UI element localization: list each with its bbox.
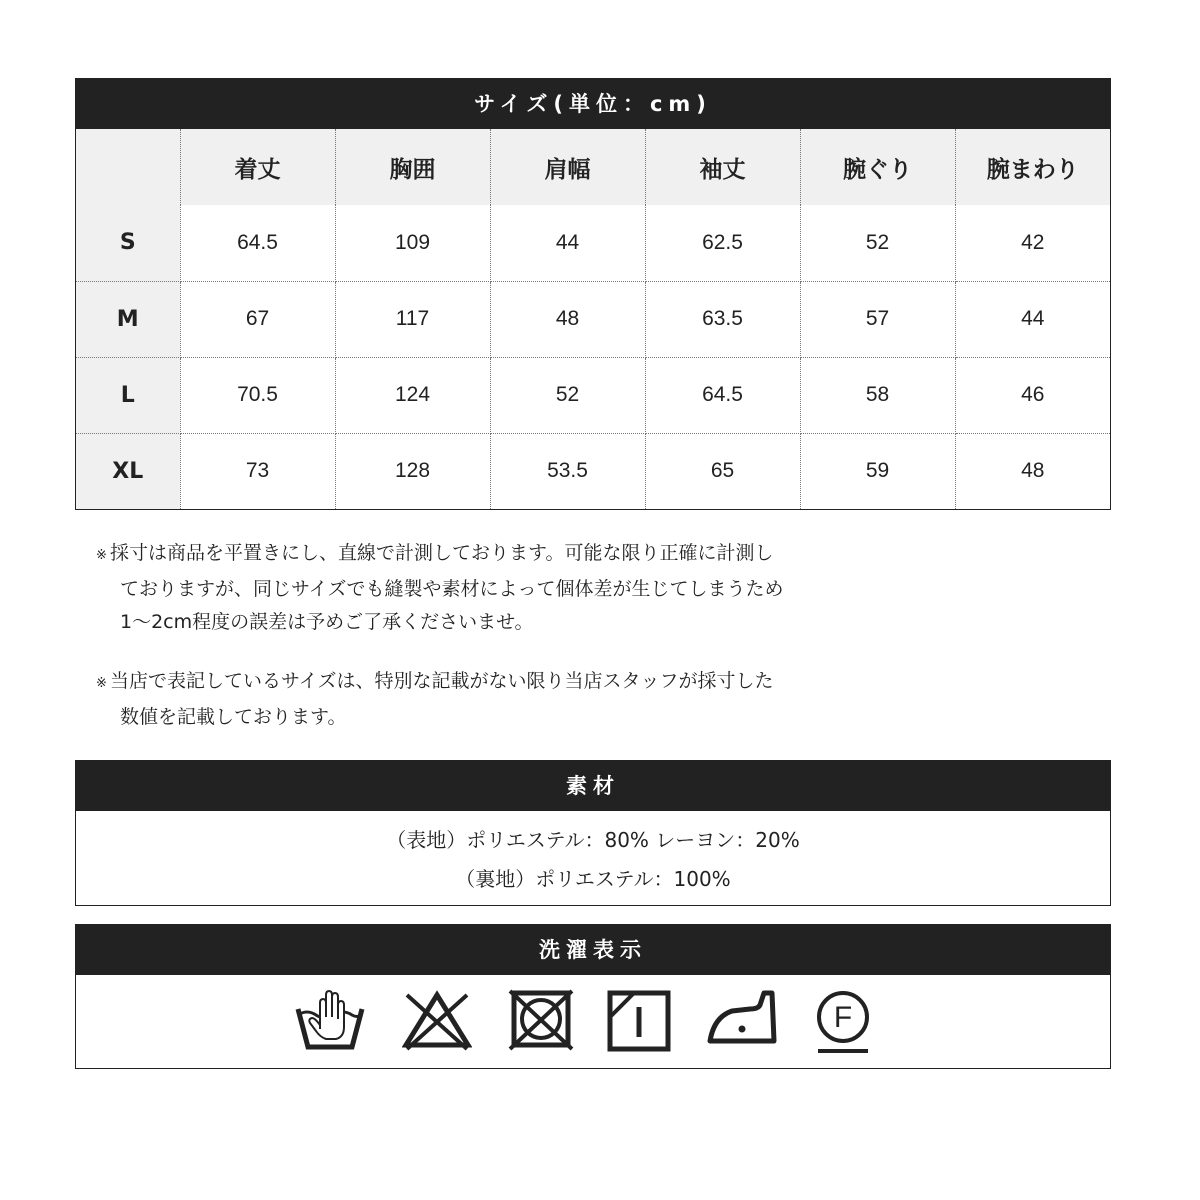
table-cell: 52 (490, 357, 645, 433)
note-mark: ※ (96, 676, 107, 691)
note-text-line: ておりますが、同じサイズでも縫製や素材によって個体差が生じてしまうため (120, 577, 784, 600)
size-table-header-row (76, 129, 1110, 205)
material-lining-line: （裏地）ポリエステル：100% (455, 867, 731, 891)
column-header-sleeve: 袖丈 (645, 129, 800, 205)
table-cell: 62.5 (645, 205, 800, 281)
table-cell: 63.5 (645, 281, 800, 357)
column-header-arm-circumference: 腕まわり (955, 129, 1110, 205)
table-cell: 65 (645, 433, 800, 509)
material-outer-line: （表地）ポリエステル：80% レーヨン：20% (386, 828, 800, 852)
table-cell: 58 (800, 357, 955, 433)
column-header-shoulder: 肩幅 (490, 129, 645, 205)
row-size-label: S (76, 205, 180, 281)
table-cell: 44 (955, 281, 1110, 357)
column-header-armhole: 腕ぐり (800, 129, 955, 205)
table-cell: 67 (180, 281, 335, 357)
table-cell: 42 (955, 205, 1110, 281)
table-cell: 48 (1021, 459, 1045, 483)
row-size-label: L (76, 357, 180, 433)
material-title: 素材 (76, 761, 1110, 811)
row-size-label: XL (76, 433, 180, 509)
table-cell: 52 (800, 205, 955, 281)
no-bleach-icon (402, 989, 472, 1051)
note-text-line: 当店で表記しているサイズは、特別な記載がない限り当店スタッフが採寸した (110, 670, 774, 692)
hand-wash-icon (294, 989, 366, 1051)
table-cell: 64.5 (180, 205, 335, 281)
table-cell: 70.5 (180, 357, 335, 433)
washing-title: 洗濯表示 (76, 925, 1110, 975)
table-cell: 128 (335, 433, 490, 509)
note-text-line: 採寸は商品を平置きにし、直線で計測しております。可能な限り正確に計測し (110, 542, 774, 564)
size-notation-note (96, 665, 896, 734)
table-cell: 57 (800, 281, 955, 357)
table-cell: 44 (490, 205, 645, 281)
table-cell: 109 (335, 205, 490, 281)
column-header-length: 着丈 (180, 129, 335, 205)
washing-icons (76, 975, 1110, 1069)
table-row (76, 357, 1110, 433)
note-text-line: 数値を記載しております。 (120, 705, 347, 728)
table-cell: 53.5 (490, 433, 645, 509)
table-cell: 48 (490, 281, 645, 357)
table-cell: 46 (955, 357, 1110, 433)
measurement-note (96, 537, 896, 640)
table-cell: 117 (335, 281, 490, 357)
size-table-corner (76, 129, 180, 205)
line-dry-shade-icon (606, 989, 672, 1055)
dry-clean-f-icon (812, 989, 874, 1055)
note-text-line: 1〜2cm程度の誤差は予めご了承くださいませ。 (120, 611, 534, 633)
dry-clean-letter: F (833, 1001, 853, 1034)
washing-section (75, 924, 1111, 1069)
table-cell: 73 (180, 433, 335, 509)
size-table (76, 129, 1110, 509)
table-cell: 64.5 (645, 357, 800, 433)
size-table-title: サイズ(単位：cm) (76, 79, 1110, 129)
column-header-chest: 胸囲 (335, 129, 490, 205)
material-body (76, 811, 1110, 899)
table-cell: 59 (800, 433, 955, 509)
no-tumble-dry-icon (508, 989, 574, 1051)
size-table-section (75, 78, 1111, 510)
table-row (76, 205, 1110, 281)
iron-low-icon (706, 989, 778, 1051)
row-size-label: M (76, 281, 180, 357)
table-row (76, 433, 1110, 509)
note-mark: ※ (96, 548, 107, 563)
material-section (75, 760, 1111, 906)
table-row (76, 281, 1110, 357)
table-cell: 124 (335, 357, 490, 433)
